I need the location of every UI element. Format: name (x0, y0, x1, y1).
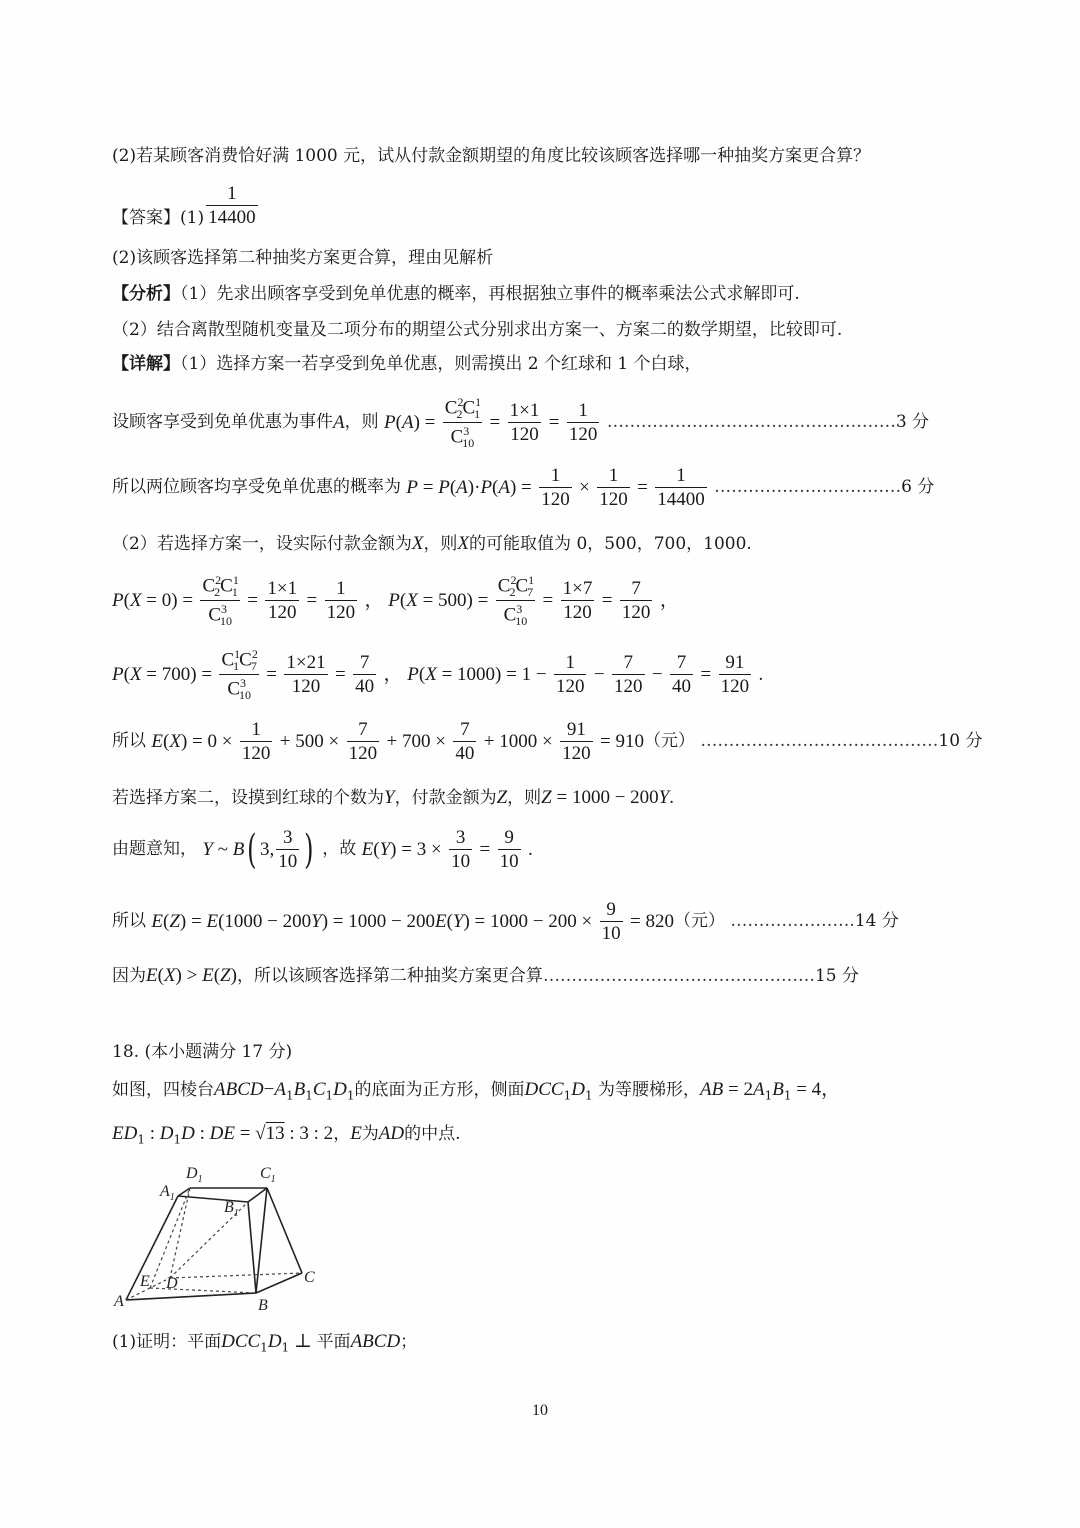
text: （元） (644, 731, 695, 751)
label-b: B (258, 1297, 268, 1314)
edge-dc (170, 1273, 302, 1278)
text: 所以 (112, 731, 146, 751)
text: ，付款金额为 (394, 788, 497, 808)
detail-text-1: （1）选择方案一若享受到免单优惠，则需摸出 2 个红球和 1 个白球， (180, 354, 702, 374)
problem-18-sub-1: (1)证明：平面$DCC_1D_1$ ⊥ 平面ABCD； (112, 1331, 418, 1355)
text: 的可能取值为 0，500，700，1000. (469, 534, 752, 554)
text: 的中点. (404, 1124, 461, 1144)
text: 为 (361, 1124, 379, 1144)
frustum-figure (108, 1160, 328, 1320)
problem-18-line-1: 如图，四棱台$ABCD-A_1B_1C_1D_1$的底面为正方形，侧面$DCC_1D_1$ 为等腰梯形，AB = $2A_1B_1 = 4$， (112, 1079, 841, 1103)
score-14: 14 分 (854, 911, 899, 931)
text: ，则 (507, 788, 542, 808)
detail-line-plan1: （2）若选择方案一，设实际付款金额为X，则X的可能取值为 0，500，700，1000. (112, 533, 752, 554)
text: 的底面为正方形，侧面 (354, 1080, 525, 1100)
answer-2-text: (2)该顾客选择第二种抽奖方案更合算，理由见解析 (112, 248, 494, 268)
text: ，故 (322, 839, 357, 859)
text: 所以两位顾客均享受免单优惠的概率为 (112, 477, 401, 497)
score-6: 6 分 (901, 477, 935, 497)
label-d1: $D_1$ (186, 1165, 203, 1185)
detail-line-PX700: P(X = 700) = $\frac{C^1_1C^2_7}{C^3_{10}}$ = $\frac{1\times 21}{120}$ = $\frac{7}{40}$ ， P(X = 1000) = 1 − $\frac{1}{120}$ − $\frac{7}{120}$ − $\frac{7}{40}$ = $\frac{91}{120}$ . (112, 647, 764, 703)
text: ，所以该顾客选择第二种抽奖方案更合算 (236, 966, 543, 986)
detail-line-conclusion: 因为E(X) > E(Z)，所以该顾客选择第二种抽奖方案更合算…………………………………………15 分 (112, 965, 859, 986)
label-b1: $B_1$ (224, 1199, 239, 1219)
text: ，则 (423, 534, 458, 554)
answer-line (112, 184, 260, 227)
text: 因为 (112, 966, 146, 986)
detail-line-EX: 所以 E(X) = 0 × $\frac{1}{120}$ + 500 × $\frac{7}{120}$ + 700 × $\frac{7}{40}$ + 1000 × $\frac{91}{120}$ = 910（元） ……………………………………10 分 (112, 719, 983, 764)
edge-b1c1 (248, 1188, 267, 1202)
label-a: A (114, 1293, 124, 1310)
analysis-text-1: （1）先求出顾客享受到免单优惠的概率，再根据独立事件的概率乘法公式求解即可. (180, 284, 800, 304)
edge-bb1 (248, 1202, 256, 1293)
edge-a1b1 (178, 1196, 248, 1202)
text: 由题意知， (112, 839, 197, 859)
text: 设顾客享受到免单优惠为事件 (112, 412, 333, 433)
problem-18-header: 18. (本小题满分 17 分) (112, 1042, 293, 1062)
edge-ab (126, 1293, 256, 1300)
page-number: 10 (532, 1402, 548, 1419)
detail-line-PX0: P(X = 0) = $\frac{C^2_2C^1_1}{C^3_{10}}$ = $\frac{1\times 1}{120}$ = $\frac{1}{120}$ ， P(X = 500) = $\frac{C^2_2C^1_7}{C^3_{10}}$ = $\frac{1\times 7}{120}$ = $\frac{7}{120}$ ， (112, 573, 679, 629)
text: 平面 (316, 1332, 351, 1352)
text: 如图，四棱台 (112, 1080, 214, 1100)
text: ； (400, 1332, 418, 1352)
text: ， (333, 1124, 351, 1144)
label-a1: $A_1$ (160, 1183, 175, 1203)
problem-18-line-2: $ED_1$ : $D_1D$ : DE = √13 : 3 : 2，E为AD的中点. (112, 1123, 461, 1147)
text: （2）若选择方案一，设实际付款金额为 (112, 534, 412, 554)
text: ，则 (344, 412, 379, 433)
answer-label: 【答案】(1) (112, 208, 205, 228)
text: 若选择方案二，设摸到红球的个数为 (112, 788, 384, 808)
detail-line-PA: 设顾客享受到免单优惠为事件A，则 P(A) = $\frac{C^2_2C^1_1}{C^3_{10}}$ = $\frac{1\times 1}{120}$ = $\frac{1}{120}$ ……………………………………………3 分 (112, 395, 930, 451)
detail-label: 【详解】 (112, 354, 180, 374)
detail-line-binomial: 由题意知， Y ~ B( 3, $\frac{3}{10}$ ) ，故 E(Y) = 3 × $\frac{3}{10}$ = $\frac{9}{10}$ . (112, 826, 533, 873)
edge-bc (256, 1273, 302, 1293)
detail-line-EZ: 所以 E(Z) = E(1000 − 200Y) = 1000 − 200E(Y) = 1000 − 200 × $\frac{9}{10}$ = 820（元） ………………….14 分 (112, 899, 899, 944)
label-d: D (166, 1275, 178, 1292)
analysis-line-1 (112, 286, 800, 303)
analysis-line-2: （2）结合离散型随机变量及二项分布的期望公式分别求出方案一、方案二的数学期望，比较即可. (112, 320, 843, 340)
text: （元） (674, 911, 725, 931)
label-c: C (304, 1269, 315, 1286)
answer-1-fraction: $\frac{1}{14400}$ (208, 183, 256, 228)
detail-line-plan2: 若选择方案二，设摸到红球的个数为Y，付款金额为Z，则Z = 1000 − 200Y. (112, 787, 674, 808)
edge-bc1 (256, 1188, 267, 1293)
label-e: E (140, 1273, 150, 1290)
label-c1: $C_1$ (260, 1165, 276, 1185)
edge-cc1 (267, 1188, 302, 1273)
text: (1)证明：平面 (112, 1332, 222, 1352)
score-10: 10 分 (938, 731, 983, 751)
text: 为等腰梯形， (598, 1080, 701, 1100)
analysis-label: 【分析】 (112, 284, 180, 304)
detail-line-P-both: 所以两位顾客均享受免单优惠的概率为 P = P(A)·P(A) = $\frac{1}{120}$ × $\frac{1}{120}$ = $\frac{1}{14400}$ ……………………………6 分 (112, 465, 935, 510)
edge-ed1 (150, 1188, 190, 1288)
question-2-text: (2)若某顾客消费恰好满 1000 元，试从付款金额期望的角度比较该顾客选择哪一种抽奖方案更合算？ (112, 146, 871, 166)
text: 所以 (112, 911, 146, 931)
score-15: 15 分 (814, 966, 859, 986)
detail-line-1 (112, 356, 702, 373)
score-3: 3 分 (895, 412, 930, 433)
